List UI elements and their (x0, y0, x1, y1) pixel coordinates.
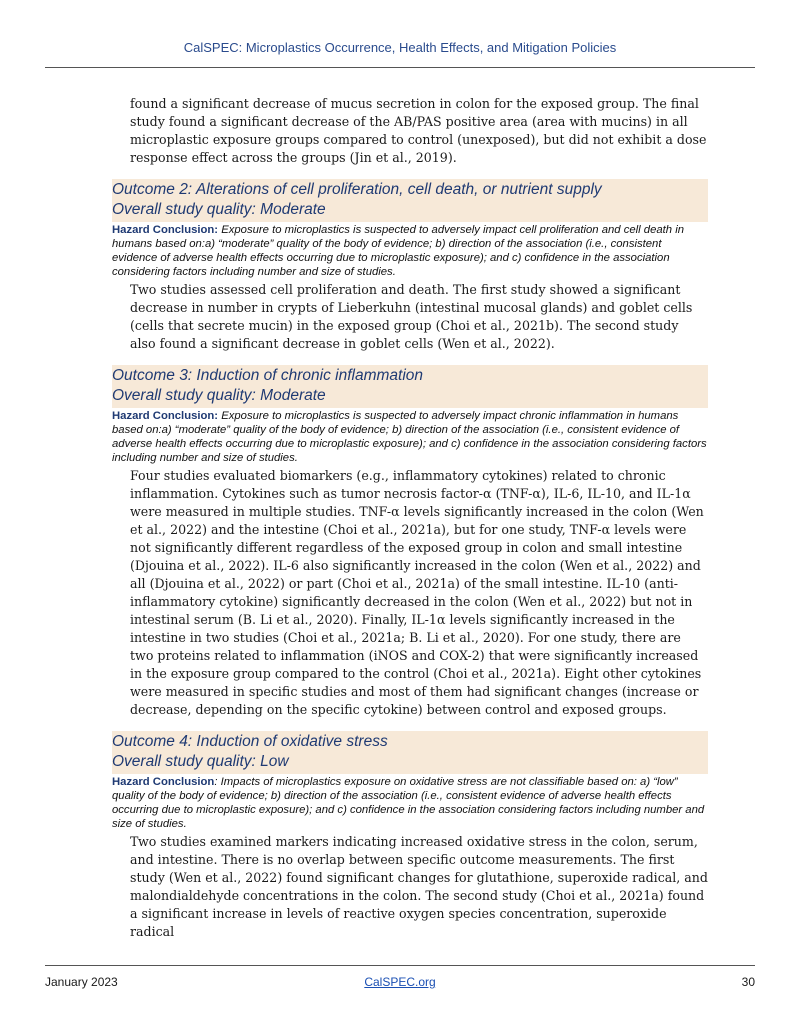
outcome-3-section (112, 365, 708, 719)
outcome-title: Outcome 2: Alterations of cell proliferation, cell death, or nutrient supply (112, 181, 602, 198)
outcome-heading (112, 365, 708, 408)
page-header: CalSPEC: Microplastics Occurrence, Health Effects, and Mitigation Policies (183, 40, 617, 55)
intro-paragraph: found a significant decrease of mucus secretion in colon for the exposed group. The final study found a significant decrease of the AB/PAS positive area (area with mucins) in all microplastic exposure groups compared to control (unexposed), but did not exhibit a dose response effect across the groups (Jin et al., 2019). (130, 96, 707, 165)
outcome-body: Two studies assessed cell proliferation and death. The first study showed a significant decrease in number in crypts of Lieberkuhn (intestinal mucosal glands) and goblet cells (cells that secrete mucin) in the exposed group (Choi et al., 2021b). The second study also found a significant decrease in goblet cells (Wen et al., 2022). (130, 282, 693, 351)
outcome-heading (112, 179, 708, 222)
outcome-title: Outcome 4: Induction of oxidative stress (112, 733, 388, 750)
page-number: 30 (741, 975, 755, 989)
footer-date: January 2023 (45, 975, 118, 989)
hazard-label: Hazard Conclusion (112, 776, 215, 788)
page-content (112, 95, 708, 941)
hazard-text: Exposure to microplastics is suspected to adversely impact chronic inflammation in humans based on:a) “moderate” quality of the body of evidence; b) direction of the association (i.e., consistent evidence of adverse health effects occurring due to microplastic exposure); and c) confidence in the association considering factors including number and size of studies. (112, 410, 707, 464)
outcome-body: Two studies examined markers indicating increased oxidative stress in the colon, serum, and intestine. There is no overlap between specific outcome measurements. The first study (Wen et al., 2022) found significant changes for glutathione, superoxide radical, and malondialdehyde concentrations in the colon. The second study (Choi et al., 2021a) found a significant increase in levels of reactive oxygen species concentration, superoxide radical (130, 834, 708, 939)
outcome-heading (112, 731, 708, 774)
outcome-title: Outcome 3: Induction of chronic inflammation (112, 367, 424, 384)
outcome-quality: Overall study quality: Moderate (112, 387, 326, 404)
hazard-conclusion (112, 223, 708, 279)
footer-divider (45, 965, 755, 966)
outcome-4-section (112, 731, 708, 941)
hazard-text: Exposure to microplastics is suspected to adversely impact cell proliferation and cell death in humans based on:a) “moderate” quality of the body of evidence; b) direction of the association (i.e., consistent evidence of adverse health effects occurring due to microplastic exposure); and c) confidence in the association considering factors including number and size of studies. (112, 224, 684, 278)
outcome-quality: Overall study quality: Moderate (112, 201, 326, 218)
hazard-conclusion (112, 409, 708, 465)
hazard-conclusion (112, 775, 708, 831)
header-divider (45, 67, 755, 68)
outcome-2-section (112, 179, 708, 353)
hazard-text: : Impacts of microplastics exposure on oxidative stress are not classifiable based on: a) “low” quality of the body of evidence; b) direction of the association (i.e., consistent evidence of adverse health effects occurring due to microplastic exposure); and c) confidence in the association considering factors including number and size of studies. (112, 776, 705, 830)
hazard-label: Hazard Conclusion: (112, 224, 219, 236)
outcome-quality: Overall study quality: Low (112, 753, 289, 770)
hazard-label: Hazard Conclusion: (112, 410, 219, 422)
footer-link[interactable]: CalSPEC.org (364, 975, 436, 989)
outcome-body: Four studies evaluated biomarkers (e.g., inflammatory cytokines) related to chronic inflammation. Cytokines such as tumor necrosis factor-α (TNF-α), IL-6, IL-10, and IL-1α were measured in multiple studies. TNF-α levels significantly increased in the colon (Wen et al., 2022) and the intestine (Choi et al., 2021a), but for one study, TNF-α levels were not significantly different regardless of the exposed group in colon and small intestine (Djouina et al., 2022). IL-6 also significantly increased in the colon (Wen et al., 2022) and all (Djouina et al., 2022) or part (Choi et al., 2021a) of the small intestine. IL-10 (anti-inflammatory cytokine) significantly decreased in the colon (Wen et al., 2022) but not in intestinal serum (B. Li et al., 2020). Finally, IL-1α levels significantly increased in the intestine in two studies (Choi et al., 2021a; B. Li et al., 2020). For one study, there are two proteins related to inflammation (iNOS and COX-2) that were significantly increased in the exposure group compared to the control (Choi et al., 2021a). Eight other cytokines were measured in specific studies and most of them had significant changes (increase or decrease, depending on the specific cytokine) between control and exposed groups. (130, 468, 704, 717)
